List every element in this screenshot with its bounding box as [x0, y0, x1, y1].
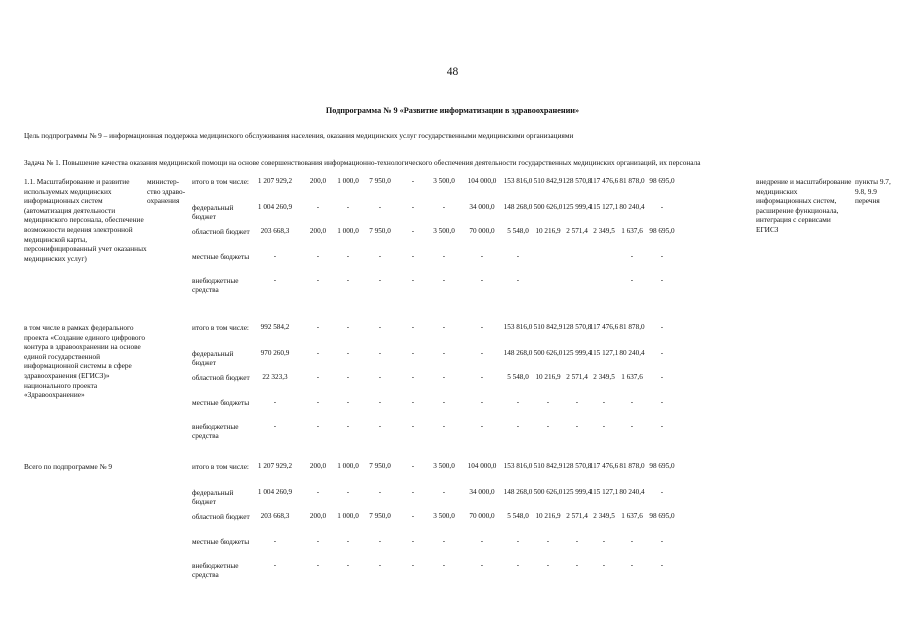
funding-cell: -	[411, 422, 415, 430]
funding-cell: 153 816,0	[503, 323, 533, 331]
funding-source: областной бюджет	[192, 512, 250, 521]
funding-cell: -	[378, 422, 382, 430]
funding-cell: 203 668,3	[260, 227, 290, 235]
funding-cell: -	[273, 398, 277, 406]
funding-cell: 80 240,4	[619, 488, 645, 496]
funding-cell: -	[442, 373, 446, 381]
funding-cell: -	[378, 252, 382, 260]
funding-cell: 203 668,3	[260, 512, 290, 520]
activity-name: Всего по подпрограмме № 9	[24, 462, 112, 471]
funding-cell: -	[442, 561, 446, 569]
funding-cell: 1 000,0	[337, 177, 359, 185]
funding-source: местные бюджеты	[192, 537, 250, 546]
funding-cell: -	[316, 398, 320, 406]
funding-source: местные бюджеты	[192, 398, 250, 407]
subprogram-task: Задача № 1. Повышение качества оказания медицинской помощи на основе совершенствования информационно-технологического обеспечения деятельности государственных медицинских организаций, их персонала	[24, 158, 701, 167]
funding-cell: 81 878,0	[619, 462, 645, 470]
funding-cell: 1 000,0	[337, 227, 359, 235]
funding-cell: -	[378, 561, 382, 569]
funding-cell: -	[516, 276, 520, 284]
funding-cell: -	[411, 276, 415, 284]
funding-cell: -	[378, 276, 382, 284]
funding-cell: -	[346, 252, 350, 260]
activity-name: в том числе в рамках федерального проекта «Создание единого цифрового контура в здравоохранении на основе единой государственной информационной системы в сфере здравоохранения (ЕГИСЗ)» национального проекта «Здравоохранение»	[24, 323, 145, 400]
funding-cell: -	[480, 276, 484, 284]
funding-cell: -	[516, 537, 520, 545]
funding-cell: -	[660, 398, 664, 406]
funding-cell: -	[316, 373, 320, 381]
funding-source: местные бюджеты	[192, 252, 250, 261]
funding-cell: -	[346, 349, 350, 357]
funding-cell: -	[346, 537, 350, 545]
funding-cell: 3 500,0	[433, 512, 455, 520]
funding-cell: -	[546, 422, 550, 430]
funding-cell: 510 842,9	[533, 177, 563, 185]
funding-cell: 70 000,0	[469, 227, 495, 235]
funding-cell: -	[442, 537, 446, 545]
funding-cell: -	[660, 537, 664, 545]
funding-cell: 22 323,3	[262, 373, 288, 381]
funding-cell: -	[346, 373, 350, 381]
funding-source: итого в том числе:	[192, 462, 249, 471]
funding-cell: 98 695,0	[649, 462, 675, 470]
funding-cell: 2 349,5	[593, 512, 615, 520]
funding-cell: -	[480, 561, 484, 569]
funding-cell: 2 571,4	[566, 227, 588, 235]
funding-cell: -	[316, 422, 320, 430]
funding-cell: 128 570,8	[562, 462, 592, 470]
funding-cell: 10 216,9	[535, 227, 561, 235]
funding-cell: -	[346, 323, 350, 331]
funding-cell: 5 548,0	[507, 512, 529, 520]
funding-cell: -	[316, 252, 320, 260]
funding-cell: -	[630, 561, 634, 569]
funding-cell: 5 548,0	[507, 373, 529, 381]
funding-cell: 510 842,9	[533, 323, 563, 331]
funding-cell: 500 626,0	[533, 349, 563, 357]
funding-cell: 34 000,0	[469, 488, 495, 496]
funding-cell: 1 637,6	[621, 512, 643, 520]
funding-cell: 7 950,0	[369, 227, 391, 235]
funding-cell: -	[346, 398, 350, 406]
funding-cell: 81 878,0	[619, 323, 645, 331]
funding-cell: -	[411, 252, 415, 260]
funding-cell: 1 000,0	[337, 462, 359, 470]
funding-cell: 2 571,4	[566, 512, 588, 520]
funding-cell: -	[411, 512, 415, 520]
activity-name: 1.1. Масштабирование и развитие используемых медицинских информационных систем (автоматизация деятельности медицинского персонала, обеспечение возможности ведения электронной медицинской карты, персонифицированный учет оказанных медицинских услуг)	[24, 177, 147, 263]
funding-cell: 81 878,0	[619, 177, 645, 185]
funding-cell: 10 216,9	[535, 373, 561, 381]
funding-cell: -	[480, 252, 484, 260]
funding-cell: -	[480, 323, 484, 331]
funding-cell: -	[516, 398, 520, 406]
funding-cell: -	[480, 373, 484, 381]
funding-source: внебюджетные средства	[192, 422, 239, 441]
funding-cell: -	[378, 349, 382, 357]
funding-cell: 148 268,0	[503, 349, 533, 357]
funding-cell: 148 268,0	[503, 203, 533, 211]
funding-source: федеральный бюджет	[192, 203, 234, 222]
funding-cell: -	[575, 561, 579, 569]
funding-cell: 7 950,0	[369, 512, 391, 520]
funding-cell: 117 476,6	[589, 323, 619, 331]
funding-cell: -	[378, 373, 382, 381]
funding-cell: -	[516, 252, 520, 260]
funding-cell: -	[575, 398, 579, 406]
funding-cell: -	[411, 203, 415, 211]
funding-cell: 5 548,0	[507, 227, 529, 235]
funding-cell: 117 476,6	[589, 462, 619, 470]
funding-cell: -	[316, 203, 320, 211]
funding-cell: 115 127,1	[589, 488, 619, 496]
funding-cell: -	[346, 422, 350, 430]
funding-cell: -	[660, 323, 664, 331]
funding-cell: -	[442, 422, 446, 430]
funding-cell: -	[602, 398, 606, 406]
funding-cell: -	[546, 398, 550, 406]
subprogram-title: Подпрограмма № 9 «Развитие информатизации в здравоохранении»	[325, 106, 580, 115]
funding-cell: 7 950,0	[369, 462, 391, 470]
funding-cell: 3 500,0	[433, 462, 455, 470]
subprogram-goal: Цель подпрограммы № 9 – информационная поддержка медицинского обслуживания населения, оказания медицинских услуг государственными медицинскими организациями	[24, 131, 574, 140]
funding-cell: -	[273, 252, 277, 260]
funding-source: итого в том числе:	[192, 323, 249, 332]
funding-cell: -	[660, 252, 664, 260]
funding-cell: 200,0	[309, 462, 327, 470]
funding-cell: -	[442, 323, 446, 331]
funding-cell: -	[630, 537, 634, 545]
funding-cell: -	[316, 349, 320, 357]
funding-cell: -	[378, 203, 382, 211]
funding-cell: 117 476,6	[589, 177, 619, 185]
funding-cell: 1 000,0	[337, 512, 359, 520]
funding-cell: -	[411, 373, 415, 381]
funding-source: федеральный бюджет	[192, 488, 234, 507]
funding-cell: 1 004 260,9	[257, 488, 293, 496]
funding-cell: -	[480, 398, 484, 406]
funding-cell: 500 626,0	[533, 203, 563, 211]
funding-cell: 970 260,9	[260, 349, 290, 357]
funding-cell: 510 842,9	[533, 462, 563, 470]
funding-source: областной бюджет	[192, 227, 250, 236]
funding-cell: -	[411, 177, 415, 185]
funding-cell: -	[316, 323, 320, 331]
funding-cell: 1 207 929,2	[257, 177, 293, 185]
funding-cell: -	[378, 398, 382, 406]
funding-cell: -	[630, 252, 634, 260]
funding-cell: -	[411, 462, 415, 470]
funding-cell: 1 004 260,9	[257, 203, 293, 211]
page-number: 48	[446, 66, 459, 78]
funding-cell: -	[411, 349, 415, 357]
funding-cell: -	[378, 488, 382, 496]
funding-cell: -	[602, 561, 606, 569]
funding-cell: 125 999,4	[562, 349, 592, 357]
funding-cell: -	[316, 537, 320, 545]
funding-cell: 80 240,4	[619, 349, 645, 357]
funding-cell: 80 240,4	[619, 203, 645, 211]
funding-cell: -	[516, 561, 520, 569]
funding-cell: -	[660, 276, 664, 284]
funding-cell: -	[346, 488, 350, 496]
funding-cell: -	[480, 537, 484, 545]
funding-cell: 10 216,9	[535, 512, 561, 520]
funding-cell: 1 637,6	[621, 227, 643, 235]
funding-cell: -	[442, 398, 446, 406]
funding-cell: 992 584,2	[260, 323, 290, 331]
reference-points: пункты 9.7, 9.8, 9.9 перечня	[855, 177, 891, 206]
funding-cell: 104 000,0	[467, 177, 497, 185]
funding-cell: -	[630, 398, 634, 406]
funding-cell: 200,0	[309, 512, 327, 520]
funding-cell: -	[411, 488, 415, 496]
funding-cell: -	[442, 203, 446, 211]
funding-source: федеральный бюджет	[192, 349, 234, 368]
funding-cell: -	[660, 373, 664, 381]
funding-cell: 3 500,0	[433, 177, 455, 185]
funding-cell: -	[442, 488, 446, 496]
funding-cell: 153 816,0	[503, 462, 533, 470]
funding-cell: 115 127,1	[589, 349, 619, 357]
funding-cell: -	[346, 276, 350, 284]
funding-cell: 1 207 929,2	[257, 462, 293, 470]
funding-cell: 125 999,4	[562, 203, 592, 211]
funding-cell: -	[316, 488, 320, 496]
responsible-executor: министер-ство здраво-охранения	[147, 177, 186, 206]
funding-cell: -	[602, 422, 606, 430]
funding-cell: 500 626,0	[533, 488, 563, 496]
funding-cell: -	[273, 537, 277, 545]
funding-cell: -	[442, 276, 446, 284]
funding-cell: -	[346, 561, 350, 569]
funding-cell: 7 950,0	[369, 177, 391, 185]
funding-cell: -	[480, 422, 484, 430]
funding-source: итого в том числе:	[192, 177, 249, 186]
funding-cell: -	[411, 323, 415, 331]
funding-cell: -	[546, 561, 550, 569]
funding-cell: -	[378, 323, 382, 331]
funding-cell: -	[442, 349, 446, 357]
funding-cell: 125 999,4	[562, 488, 592, 496]
funding-cell: 98 695,0	[649, 227, 675, 235]
funding-cell: 98 695,0	[649, 177, 675, 185]
funding-cell: -	[575, 422, 579, 430]
funding-cell: -	[411, 398, 415, 406]
funding-cell: 34 000,0	[469, 203, 495, 211]
funding-cell: 200,0	[309, 227, 327, 235]
funding-cell: -	[660, 561, 664, 569]
funding-cell: -	[630, 276, 634, 284]
funding-cell: 1 637,6	[621, 373, 643, 381]
funding-cell: -	[602, 537, 606, 545]
funding-cell: 2 349,5	[593, 227, 615, 235]
funding-cell: 128 570,8	[562, 323, 592, 331]
funding-cell: 153 816,0	[503, 177, 533, 185]
funding-source: внебюджетные средства	[192, 561, 239, 580]
funding-cell: -	[516, 422, 520, 430]
funding-cell: -	[630, 422, 634, 430]
funding-cell: -	[660, 488, 664, 496]
funding-cell: -	[660, 203, 664, 211]
funding-source: внебюджетные средства	[192, 276, 239, 295]
funding-cell: -	[411, 537, 415, 545]
funding-cell: -	[273, 422, 277, 430]
funding-cell: -	[480, 349, 484, 357]
funding-cell: 148 268,0	[503, 488, 533, 496]
funding-cell: 128 570,8	[562, 177, 592, 185]
funding-cell: -	[546, 537, 550, 545]
funding-source: областной бюджет	[192, 373, 250, 382]
funding-cell: -	[442, 252, 446, 260]
funding-cell: 3 500,0	[433, 227, 455, 235]
funding-cell: -	[411, 227, 415, 235]
funding-cell: 70 000,0	[469, 512, 495, 520]
funding-cell: 98 695,0	[649, 512, 675, 520]
funding-cell: -	[316, 561, 320, 569]
expected-result: внедрение и масштабирование медицинских информационных систем, расширение функционала, интеграция с сервисами ЕГИСЗ	[756, 177, 852, 234]
funding-cell: -	[575, 537, 579, 545]
funding-cell: 2 571,4	[566, 373, 588, 381]
funding-cell: 2 349,5	[593, 373, 615, 381]
funding-cell: 200,0	[309, 177, 327, 185]
funding-cell: -	[378, 537, 382, 545]
funding-cell: -	[273, 561, 277, 569]
funding-cell: -	[273, 276, 277, 284]
funding-cell: -	[660, 422, 664, 430]
funding-cell: 115 127,1	[589, 203, 619, 211]
funding-cell: -	[411, 561, 415, 569]
funding-cell: -	[660, 349, 664, 357]
funding-cell: -	[316, 276, 320, 284]
funding-cell: -	[346, 203, 350, 211]
funding-cell: 104 000,0	[467, 462, 497, 470]
